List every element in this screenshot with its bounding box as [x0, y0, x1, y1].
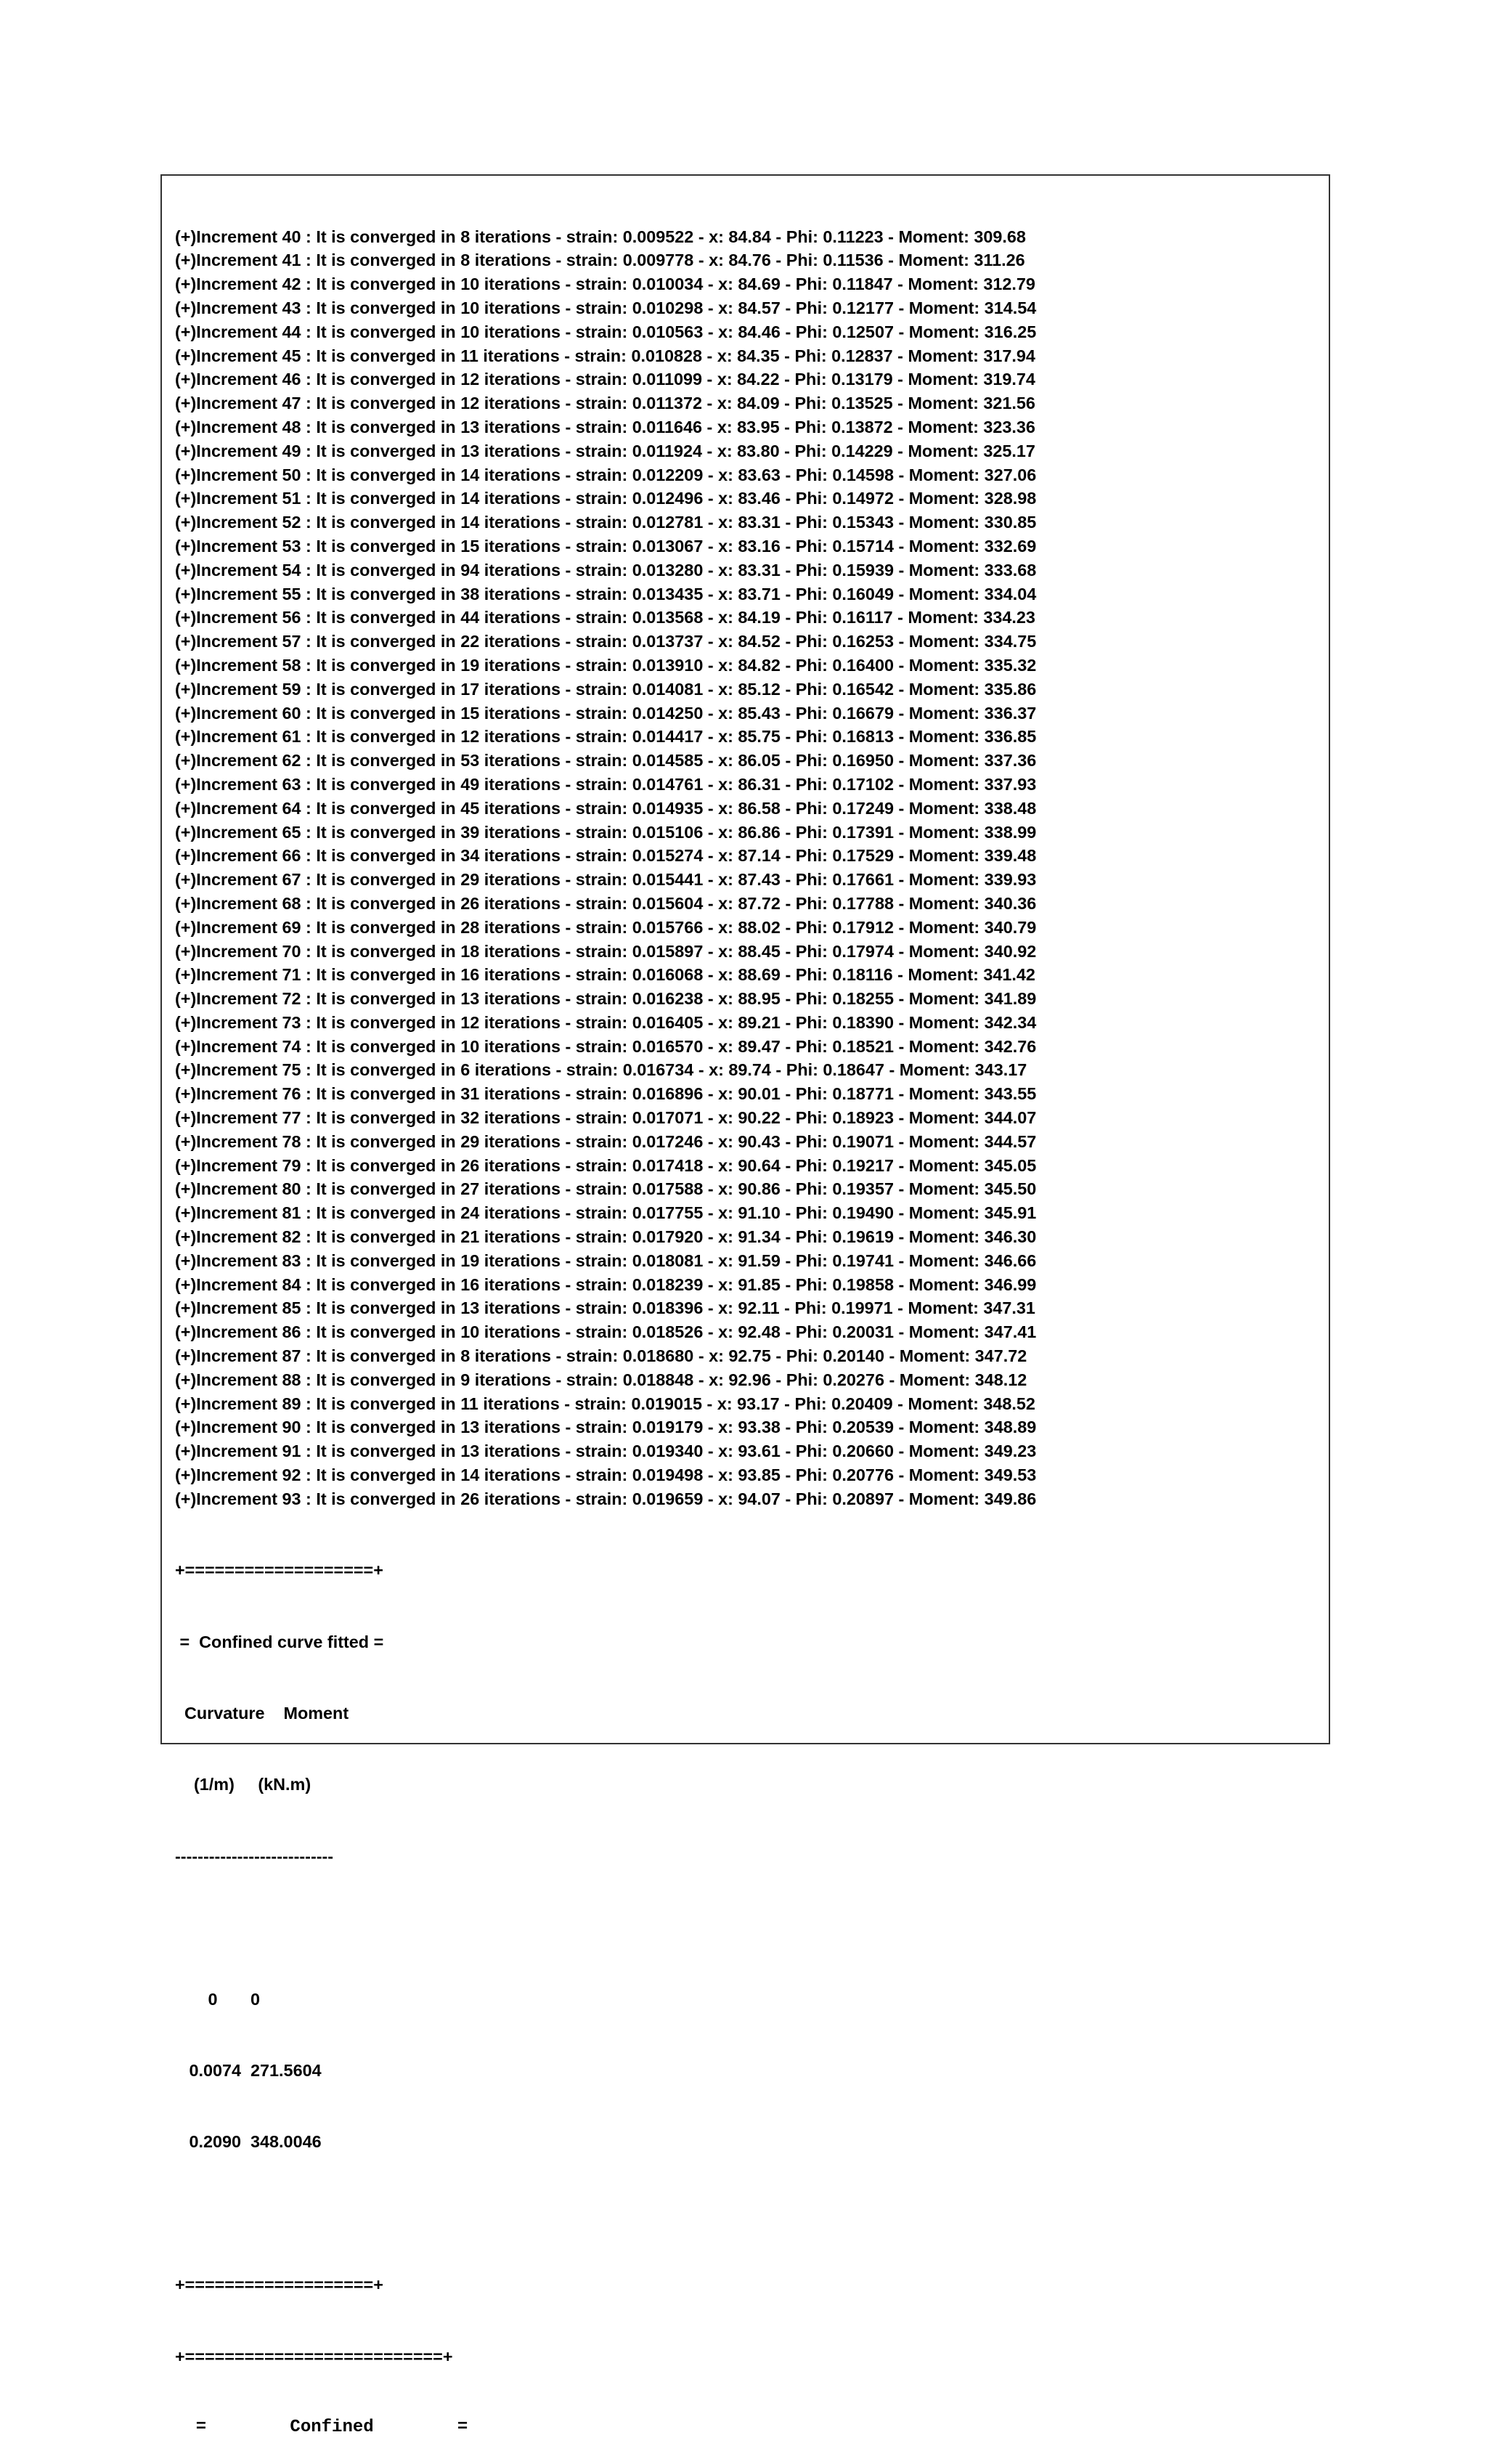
increment-line: (+)Increment 70 : It is converged in 18 iterations - strain: 0.015897 - x: 88.45 - Phi: 0.17974 - Moment: 340.92 — [175, 941, 1037, 961]
increment-line: (+)Increment 85 : It is converged in 13 iterations - strain: 0.018396 - x: 92.11 - Phi: 0.19971 - Moment: 347.31 — [175, 1298, 1035, 1318]
fitted-border-top: +===================+ — [175, 1561, 383, 1580]
increment-line: (+)Increment 62 : It is converged in 53 iterations - strain: 0.014585 - x: 86.05 - Phi: 0.16950 - Moment: 337.36 — [175, 751, 1037, 770]
increment-line: (+)Increment 63 : It is converged in 49 iterations - strain: 0.014761 - x: 86.31 - Phi: 0.17102 - Moment: 337.93 — [175, 774, 1037, 794]
increment-line: (+)Increment 66 : It is converged in 34 iterations - strain: 0.015274 - x: 87.14 - Phi: 0.17529 - Moment: 339.48 — [175, 846, 1037, 866]
increment-line: (+)Increment 68 : It is converged in 26 iterations - strain: 0.015604 - x: 87.72 - Phi: 0.17788 - Moment: 340.36 — [175, 893, 1037, 913]
increment-line: (+)Increment 52 : It is converged in 14 iterations - strain: 0.012781 - x: 83.31 - Phi: 0.15343 - Moment: 330.85 — [175, 513, 1037, 532]
increment-line: (+)Increment 74 : It is converged in 10 iterations - strain: 0.016570 - x: 89.47 - Phi: 0.18521 - Moment: 342.76 — [175, 1036, 1037, 1056]
increment-line: (+)Increment 58 : It is converged in 19 iterations - strain: 0.013910 - x: 84.82 - Phi: 0.16400 - Moment: 335.32 — [175, 655, 1037, 675]
increment-line: (+)Increment 54 : It is converged in 94 iterations - strain: 0.013280 - x: 83.31 - Phi: 0.15939 - Moment: 333.68 — [175, 560, 1037, 580]
fitted-header-units: (1/m) (kN.m) — [175, 1775, 311, 1794]
increment-line: (+)Increment 84 : It is converged in 16 iterations - strain: 0.018239 - x: 91.85 - Phi: 0.19858 - Moment: 346.99 — [175, 1274, 1037, 1294]
increment-line: (+)Increment 47 : It is converged in 12 iterations - strain: 0.011372 - x: 84.09 - Phi: 0.13525 - Moment: 321.56 — [175, 394, 1035, 413]
fitted-border-bottom: +===================+ — [175, 2275, 383, 2295]
increment-line: (+)Increment 72 : It is converged in 13 iterations - strain: 0.016238 - x: 88.95 - Phi: 0.18255 - Moment: 341.89 — [175, 989, 1037, 1009]
increment-line: (+)Increment 49 : It is converged in 13 iterations - strain: 0.011924 - x: 83.80 - Phi: 0.14229 - Moment: 325.17 — [175, 441, 1035, 460]
increment-line: (+)Increment 79 : It is converged in 26 iterations - strain: 0.017418 - x: 90.64 - Phi: 0.19217 - Moment: 345.05 — [175, 1155, 1037, 1175]
increment-line: (+)Increment 50 : It is converged in 14 iterations - strain: 0.012209 - x: 83.63 - Phi: 0.14598 - Moment: 327.06 — [175, 465, 1037, 484]
increment-line: (+)Increment 77 : It is converged in 32 iterations - strain: 0.017071 - x: 90.22 - Phi: 0.18923 - Moment: 344.07 — [175, 1108, 1037, 1128]
increment-line: (+)Increment 69 : It is converged in 28 iterations - strain: 0.015766 - x: 88.02 - Phi: 0.17912 - Moment: 340.79 — [175, 917, 1037, 937]
console-log — [175, 177, 1322, 2464]
increment-line: (+)Increment 48 : It is converged in 13 iterations - strain: 0.011646 - x: 83.95 - Phi: 0.13872 - Moment: 323.36 — [175, 417, 1035, 436]
fitted-divider: ---------------------------- — [175, 1846, 334, 1866]
increment-line: (+)Increment 82 : It is converged in 21 iterations - strain: 0.017920 - x: 91.34 - Phi: 0.19619 - Moment: 346.30 — [175, 1227, 1037, 1247]
increment-line: (+)Increment 43 : It is converged in 10 iterations - strain: 0.010298 - x: 84.57 - Phi: 0.12177 - Moment: 314.54 — [175, 298, 1037, 317]
increment-line: (+)Increment 87 : It is converged in 8 iterations - strain: 0.018680 - x: 92.75 - Phi: 0.20140 - Moment: 347.72 — [175, 1346, 1027, 1366]
increment-line: (+)Increment 81 : It is converged in 24 iterations - strain: 0.017755 - x: 91.10 - Phi: 0.19490 - Moment: 345.91 — [175, 1203, 1037, 1223]
increment-line: (+)Increment 45 : It is converged in 11 iterations - strain: 0.010828 - x: 84.35 - Phi: 0.12837 - Moment: 317.94 — [175, 346, 1035, 365]
fitted-header-columns: Curvature Moment — [175, 1704, 349, 1723]
increment-line: (+)Increment 86 : It is converged in 10 iterations - strain: 0.018526 - x: 92.48 - Phi: 0.20031 - Moment: 347.41 — [175, 1322, 1037, 1342]
fitted-blank-line — [175, 1916, 1322, 1940]
increment-line: (+)Increment 88 : It is converged in 9 iterations - strain: 0.018848 - x: 92.96 - Phi: 0.20276 - Moment: 348.12 — [175, 1370, 1027, 1389]
increment-line: (+)Increment 89 : It is converged in 11 iterations - strain: 0.019015 - x: 93.17 - Phi: 0.20409 - Moment: 348.52 — [175, 1394, 1035, 1413]
increment-line: (+)Increment 42 : It is converged in 10 iterations - strain: 0.010034 - x: 84.69 - Phi: 0.11847 - Moment: 312.79 — [175, 275, 1035, 294]
increment-line: (+)Increment 59 : It is converged in 17 iterations - strain: 0.014081 - x: 85.12 - Phi: 0.16542 - Moment: 335.86 — [175, 679, 1037, 699]
increment-line: (+)Increment 83 : It is converged in 19 iterations - strain: 0.018081 - x: 91.59 - Phi: 0.19741 - Moment: 346.66 — [175, 1251, 1037, 1270]
increment-line: (+)Increment 76 : It is converged in 31 iterations - strain: 0.016896 - x: 90.01 - Phi: 0.18771 - Moment: 343.55 — [175, 1084, 1037, 1104]
increment-line: (+)Increment 91 : It is converged in 13 iterations - strain: 0.019340 - x: 93.61 - Phi: 0.20660 - Moment: 349.23 — [175, 1442, 1037, 1461]
confined-border: +==========================+ — [175, 2346, 453, 2366]
increment-line: (+)Increment 93 : It is converged in 26 iterations - strain: 0.019659 - x: 94.07 - Phi: 0.20897 - Moment: 349.86 — [175, 1489, 1037, 1508]
increment-line: (+)Increment 92 : It is converged in 14 iterations - strain: 0.019498 - x: 93.85 - Phi: 0.20776 - Moment: 349.53 — [175, 1465, 1037, 1485]
increment-list — [175, 225, 1322, 1511]
confined-title: = Confined = — [175, 2417, 468, 2437]
fitted-blank-line — [175, 2202, 1322, 2226]
increment-line: (+)Increment 44 : It is converged in 10 iterations - strain: 0.010563 - x: 84.46 - Phi: 0.12507 - Moment: 316.25 — [175, 322, 1037, 341]
increment-line: (+)Increment 41 : It is converged in 8 iterations - strain: 0.009778 - x: 84.76 - Phi: 0.11536 - Moment: 311.26 — [175, 251, 1025, 270]
increment-line: (+)Increment 61 : It is converged in 12 iterations - strain: 0.014417 - x: 85.75 - Phi: 0.16813 - Moment: 336.85 — [175, 727, 1037, 747]
increment-line: (+)Increment 46 : It is converged in 12 iterations - strain: 0.011099 - x: 84.22 - Phi: 0.13179 - Moment: 319.74 — [175, 370, 1035, 389]
fitted-title: = Confined curve fitted = — [175, 1632, 384, 1651]
increment-line: (+)Increment 78 : It is converged in 29 iterations - strain: 0.017246 - x: 90.43 - Phi: 0.19071 - Moment: 344.57 — [175, 1131, 1037, 1151]
increment-line: (+)Increment 40 : It is converged in 8 iterations - strain: 0.009522 - x: 84.84 - Phi: 0.11223 - Moment: 309.68 — [175, 227, 1026, 246]
increment-line: (+)Increment 73 : It is converged in 12 iterations - strain: 0.016405 - x: 89.21 - Phi: 0.18390 - Moment: 342.34 — [175, 1012, 1037, 1032]
increment-line: (+)Increment 51 : It is converged in 14 iterations - strain: 0.012496 - x: 83.46 - Phi: 0.14972 - Moment: 328.98 — [175, 489, 1037, 508]
increment-line: (+)Increment 90 : It is converged in 13 iterations - strain: 0.019179 - x: 93.38 - Phi: 0.20539 - Moment: 348.89 — [175, 1418, 1037, 1437]
increment-line: (+)Increment 60 : It is converged in 15 iterations - strain: 0.014250 - x: 85.43 - Phi: 0.16679 - Moment: 336.37 — [175, 703, 1037, 723]
increment-line: (+)Increment 64 : It is converged in 45 iterations - strain: 0.014935 - x: 86.58 - Phi: 0.17249 - Moment: 338.48 — [175, 798, 1037, 818]
fitted-row: 0.0074 271.5604 — [175, 2060, 322, 2080]
fitted-row: 0.2090 348.0046 — [175, 2132, 322, 2152]
increment-line: (+)Increment 55 : It is converged in 38 iterations - strain: 0.013435 - x: 83.71 - Phi: 0.16049 - Moment: 334.04 — [175, 584, 1037, 603]
increment-line: (+)Increment 53 : It is converged in 15 iterations - strain: 0.013067 - x: 83.16 - Phi: 0.15714 - Moment: 332.69 — [175, 536, 1037, 556]
increment-line: (+)Increment 80 : It is converged in 27 iterations - strain: 0.017588 - x: 90.86 - Phi: 0.19357 - Moment: 345.50 — [175, 1179, 1037, 1199]
increment-line: (+)Increment 67 : It is converged in 29 iterations - strain: 0.015441 - x: 87.43 - Phi: 0.17661 - Moment: 339.93 — [175, 870, 1037, 890]
fitted-row: 0 0 — [175, 1989, 260, 2009]
increment-line: (+)Increment 75 : It is converged in 6 iterations - strain: 0.016734 - x: 89.74 - Phi: 0.18647 - Moment: 343.17 — [175, 1060, 1027, 1080]
increment-line: (+)Increment 71 : It is converged in 16 iterations - strain: 0.016068 - x: 88.69 - Phi: 0.18116 - Moment: 341.42 — [175, 965, 1035, 985]
increment-line: (+)Increment 56 : It is converged in 44 iterations - strain: 0.013568 - x: 84.19 - Phi: 0.16117 - Moment: 334.23 — [175, 608, 1035, 627]
increment-line: (+)Increment 65 : It is converged in 39 iterations - strain: 0.015106 - x: 86.86 - Phi: 0.17391 - Moment: 338.99 — [175, 822, 1037, 842]
increment-line: (+)Increment 57 : It is converged in 22 iterations - strain: 0.013737 - x: 84.52 - Phi: 0.16253 - Moment: 334.75 — [175, 632, 1037, 651]
